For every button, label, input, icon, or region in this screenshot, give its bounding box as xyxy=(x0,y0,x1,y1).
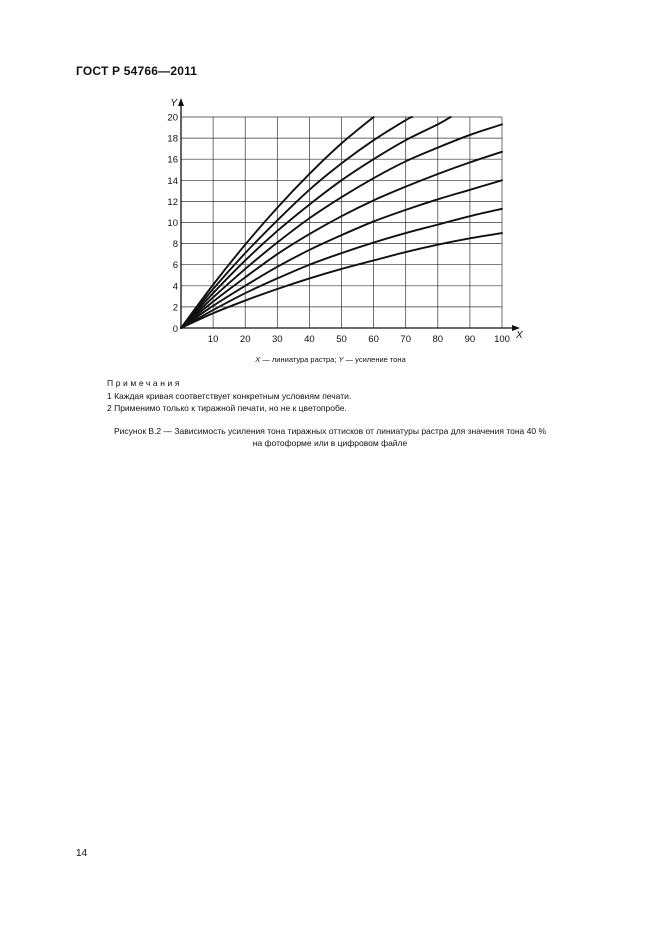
x-tick-label: 20 xyxy=(239,334,251,345)
origin-label: 0 xyxy=(172,324,178,335)
tone-gain-chart xyxy=(160,92,530,347)
y-tick-label: 20 xyxy=(167,112,178,124)
y-tick-label: 8 xyxy=(172,239,178,251)
legend-x-text: — линиатура растра; xyxy=(260,355,339,364)
x-tick-label: 80 xyxy=(432,334,444,345)
chart-legend xyxy=(0,355,661,364)
notes-title: Примечания xyxy=(107,378,183,388)
note-item: 2 Применимо только к тиражной печати, но не к цветопробе. xyxy=(107,403,347,413)
y-tick-label: 6 xyxy=(172,260,178,272)
y-axis-arrow-icon xyxy=(178,98,184,106)
y-tick-label: 14 xyxy=(167,175,178,187)
x-tick-label: 40 xyxy=(304,334,315,345)
legend-x-symbol: X xyxy=(255,355,261,364)
page-number: 14 xyxy=(76,848,88,859)
document-header: ГОСТ Р 54766—2011 xyxy=(76,64,198,78)
x-axis-label: X xyxy=(516,330,523,341)
x-tick-label: 90 xyxy=(464,334,476,345)
caption-line-1: Рисунок В.2 — Зависимость усиления тона тиражных оттисков от линиатуры растра для значения тона 40 % xyxy=(113,426,547,436)
legend-y-symbol: Y xyxy=(338,355,344,364)
legend-y-text: — усиление тона xyxy=(343,355,406,364)
y-tick-label: 2 xyxy=(172,302,178,314)
x-tick-label: 30 xyxy=(272,334,283,345)
y-tick-label: 16 xyxy=(167,154,178,166)
y-tick-label: 12 xyxy=(167,196,178,208)
note-item: 1 Каждая кривая соответствует конкретным условиям печати. xyxy=(107,391,352,401)
x-tick-label: 100 xyxy=(494,334,510,345)
x-tick-label: 70 xyxy=(400,334,411,345)
x-tick-label: 50 xyxy=(336,334,347,345)
y-tick-label: 18 xyxy=(167,133,178,145)
figure-caption xyxy=(70,426,590,449)
y-tick-label: 4 xyxy=(172,281,178,293)
x-tick-label: 10 xyxy=(207,334,219,345)
y-tick-label: 10 xyxy=(167,218,178,229)
caption-line-2: на фотоформе или в цифровом файле xyxy=(252,437,408,448)
x-tick-label: 60 xyxy=(368,334,379,345)
y-axis-label: Y xyxy=(170,98,177,109)
